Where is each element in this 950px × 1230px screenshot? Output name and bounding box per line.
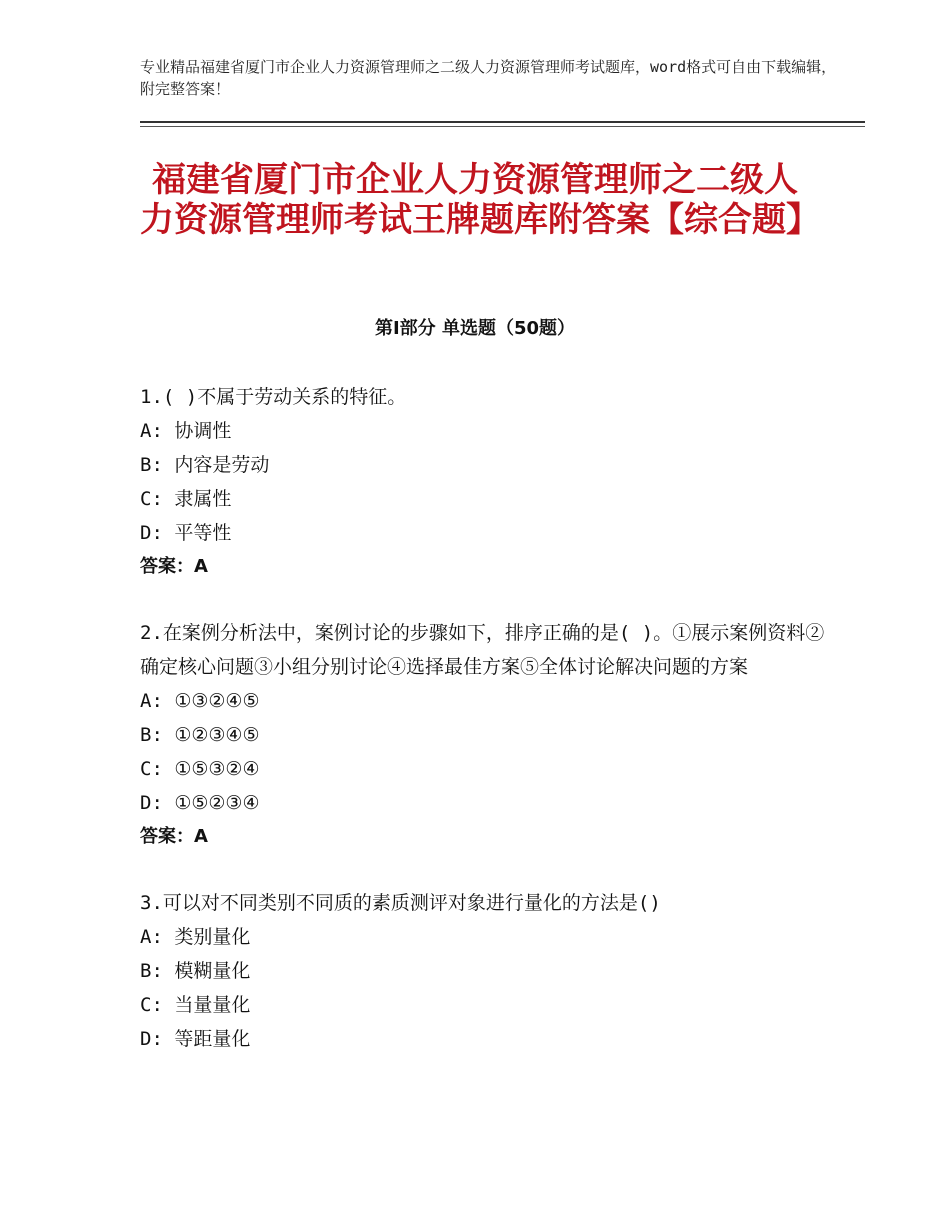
question-stem: 2.在案例分析法中，案例讨论的步骤如下，排序正确的是( )。①展示案例资料②确定核心问题③小组分别讨论④选择最佳方案⑤全体讨论解决问题的方案 [140, 622, 825, 678]
option-b: B: 模糊量化 [140, 960, 251, 982]
option-a: A: 协调性 [140, 420, 232, 442]
answer-line [140, 820, 840, 854]
answer-label: 答案： [140, 556, 194, 577]
option-a: A: 类别量化 [140, 926, 251, 948]
option-b: B: 内容是劳动 [140, 454, 270, 476]
option-c: C: 隶属性 [140, 488, 232, 510]
question-stem: 3.可以对不同类别不同质的素质测评对象进行量化的方法是() [140, 892, 661, 914]
option-a: A: ①③②④⑤ [140, 690, 260, 712]
answer-line [140, 550, 840, 584]
section-heading: 第Ⅰ部分 单选题（50题） [374, 318, 575, 339]
header-note: 专业精品福建省厦门市企业人力资源管理师之二级人力资源管理师考试题库，word格式可自由下载编辑，附完整答案！ [140, 58, 837, 98]
option-c: C: 当量量化 [140, 994, 251, 1016]
answer-value: A [194, 826, 208, 847]
document-title: 福建省厦门市企业人力资源管理师之二级人力资源管理师考试王牌题库附答案【综合题】 [140, 160, 820, 240]
question-2 [140, 616, 840, 854]
answer-value: A [194, 556, 208, 577]
question-stem: 1.( )不属于劳动关系的特征。 [140, 386, 407, 408]
question-3 [140, 886, 840, 1056]
option-b: B: ①②③④⑤ [140, 724, 260, 746]
question-1 [140, 380, 840, 584]
option-d: D: 等距量化 [140, 1028, 251, 1050]
option-d: D: 平等性 [140, 522, 232, 544]
option-c: C: ①⑤③②④ [140, 758, 260, 780]
header-rule-thin [140, 126, 865, 127]
option-d: D: ①⑤②③④ [140, 792, 260, 814]
question-list [140, 380, 840, 1088]
answer-label: 答案： [140, 826, 194, 847]
header-rule-thick [140, 121, 865, 123]
